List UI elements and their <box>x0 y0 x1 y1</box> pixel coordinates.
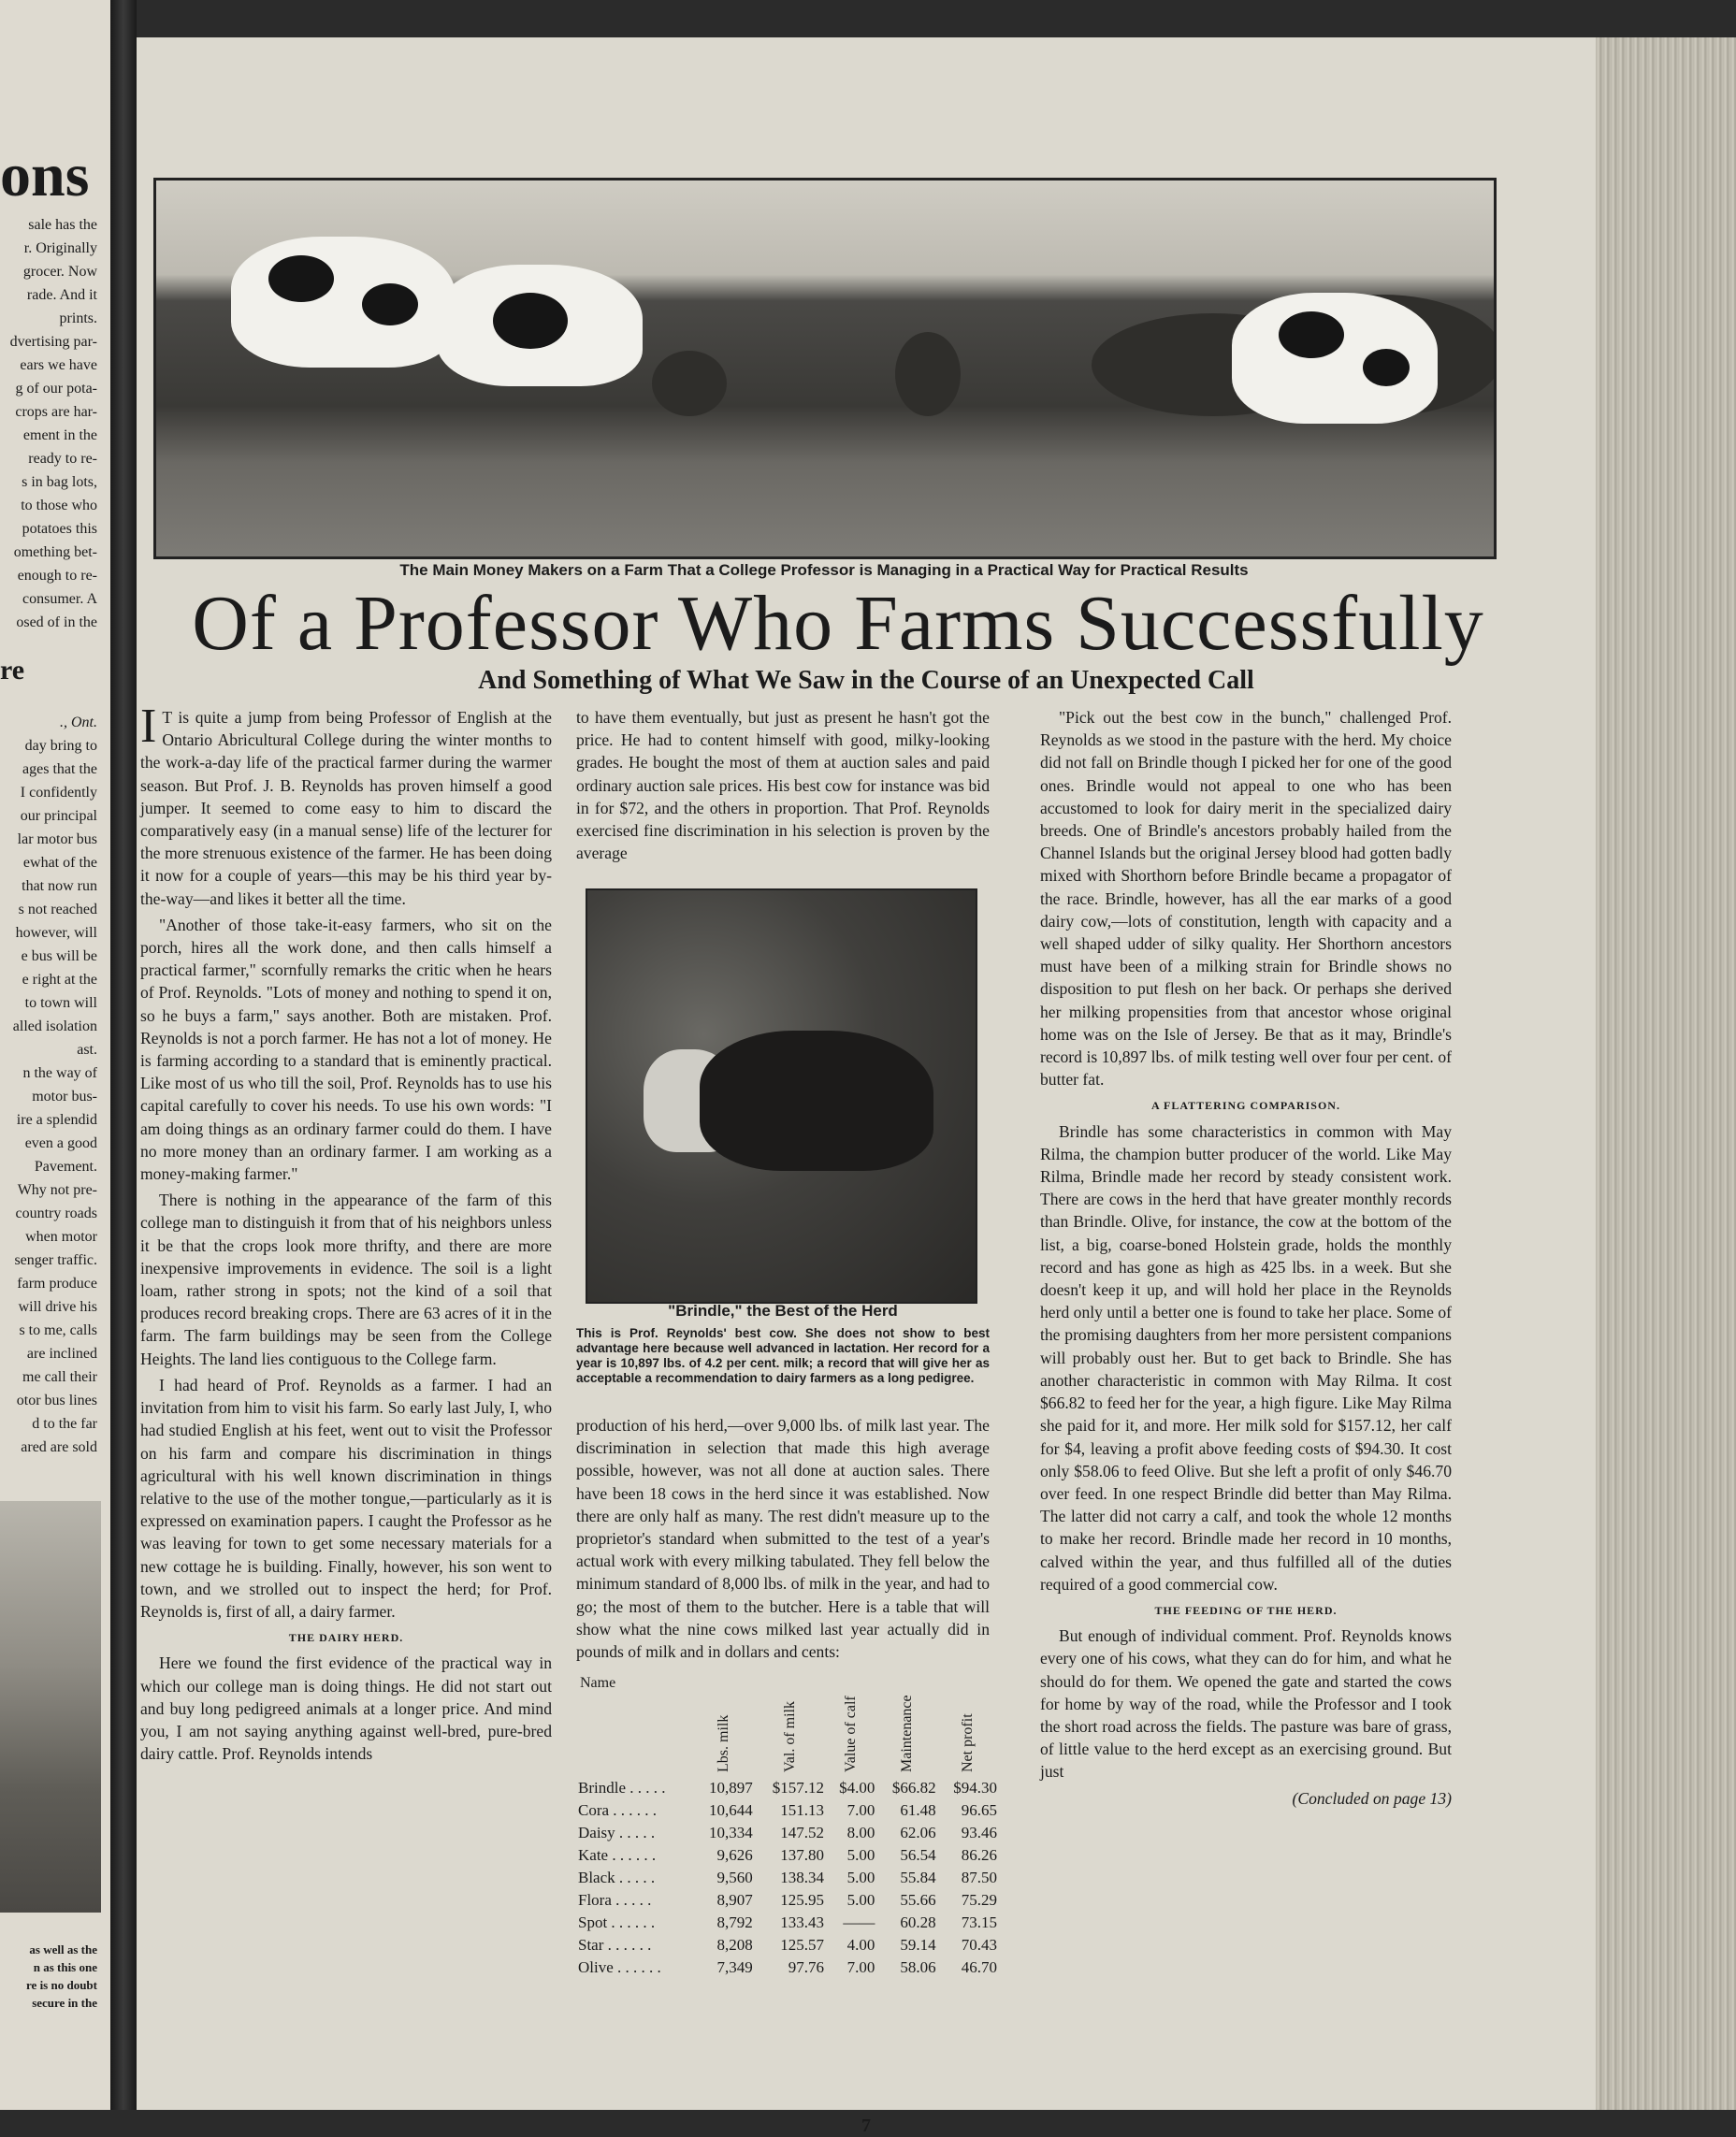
table-header-lbs-milk: Lbs. milk <box>716 1714 732 1772</box>
paragraph: Here we found the first evidence of the practical way in which our college man is doing things. He did not start out and buy long pedigreed animals at a longer price. And mind you, I am not saying anything against well-bred, pure-bred dairy cattle. Prof. Reynolds intends <box>140 1653 552 1764</box>
facing-page-text-line: to those who <box>21 498 97 513</box>
table-row <box>576 1777 999 1799</box>
table-cell: 70.43 <box>961 1936 997 1954</box>
facing-page-text-line: to town will <box>24 995 97 1011</box>
table-cell: 55.66 <box>900 1891 936 1909</box>
table-cell: Star . . . . . . <box>578 1936 652 1954</box>
table-cell: 46.70 <box>961 1958 997 1976</box>
table-cell: 86.26 <box>961 1846 997 1864</box>
facing-page-text-line: Pavement. <box>34 1159 97 1175</box>
table-cell: 60.28 <box>900 1913 936 1931</box>
facing-page-text-line: rade. And it <box>26 287 97 303</box>
table-header-value-calf: Value of calf <box>843 1696 860 1772</box>
facing-page-text-line: lar motor bus <box>17 831 97 847</box>
continuation-note: (Concluded on page 13) <box>1292 1788 1452 1808</box>
table-row <box>576 1799 999 1822</box>
table-header-value-milk: Val. of milk <box>781 1701 798 1772</box>
facing-page-caption-fragment <box>0 1941 97 2012</box>
facing-page-text-line: s in bag lots, <box>22 474 97 490</box>
facing-page-text-line: grocer. Now <box>22 264 97 280</box>
table-row <box>576 1889 999 1912</box>
paragraph: production of his herd,—over 9,000 lbs. of milk last year. The discrimination in selection that made this high average possible, however, was not all done at auction sales. There have been 18 cows in the herd since it was established. Now there are only half as many. The rest didn't measure up to the proprietor's standard when submitted to the test of a year's actual work with every milking tabulated. They fell below the minimum standard of 8,000 lbs. of milk in the year, and had to go; the most of them to the butcher. Here is a table that will show what the nine cows milked last year actually did in pounds of milk and in dollars and cents: <box>576 1416 990 1662</box>
paragraph: I T is quite a jump from being Professor of English at the Ontario Abricultural College during the winter months to the work-a-day life of the practical farmer during the warmer season. But Prof. J. B. Reynolds has proven himself a good jumper. It seemed to come easy to him to discard the comparatively easy (in a manual sense) life of the lecturer for the more strenuous existence of the farmer. He has been doing it now for a couple of years—this may be his third year by-the-way—and likes it better all the time. <box>140 700 552 908</box>
table-cell: 10,644 <box>709 1801 753 1819</box>
cow-spot <box>493 293 568 349</box>
facing-page-text-line: consumer. A <box>22 591 97 607</box>
facing-page-text-line: r. Originally <box>23 240 97 256</box>
article-headline: Of a Professor Who Farms Successfully <box>192 580 1484 667</box>
table-cell: 8,792 <box>716 1913 753 1931</box>
cow-figure <box>437 265 643 386</box>
facing-page-text-line: re is no doubt <box>26 1978 97 1992</box>
facing-page-text-line: farm produce <box>17 1276 97 1292</box>
section-heading: THE DAIRY HERD. <box>288 1631 404 1645</box>
table-cell: 147.52 <box>780 1824 824 1841</box>
facing-page-text-line: ared are sold <box>21 1439 97 1455</box>
table-cell: 151.13 <box>780 1801 824 1819</box>
facing-page-text-line: as well as the <box>29 1942 97 1957</box>
facing-page-text-line: e right at the <box>22 972 97 988</box>
table-cell: Cora . . . . . . <box>578 1801 658 1819</box>
table-row <box>576 1867 999 1889</box>
article-column-2-top <box>576 706 990 868</box>
table-cell: 137.80 <box>780 1846 824 1864</box>
facing-page-text-line: ears we have <box>20 357 97 373</box>
table-cell: 87.50 <box>961 1869 997 1886</box>
brindle-cow-photo <box>586 888 977 1304</box>
table-cell: 4.00 <box>846 1936 875 1954</box>
facing-page-text-line: osed of in the <box>16 614 97 630</box>
paragraph: to have them eventually, but just as present he hasn't got the price. He had to content himself with good, milky-looking grades. He bought the most of them at auction sales and paid ordinary auction sale prices. His best cow for instance was bid in for $72, and the others in proportion. That Prof. Reynolds exercised fine discrimination in his selection is proven by the average <box>576 708 990 863</box>
table-cell: 7.00 <box>846 1958 875 1976</box>
facing-page-text-line: however, will <box>15 925 97 941</box>
article-column-3 <box>1040 706 1452 1813</box>
tree-silhouette <box>895 332 961 416</box>
table-cell: 125.95 <box>780 1891 824 1909</box>
facing-page-text-line: dvertising par- <box>9 334 97 350</box>
facing-page-title: ons <box>0 141 90 209</box>
table-cell: $157.12 <box>772 1779 824 1797</box>
paragraph: There is nothing in the appearance of the farm of this college man to distinguish it from that of his neighbors unless it be that the crops look more thrifty, and there are more inexpensive improvements in evidence. The soil is a light loam, rather strong in spots; not the kind of a soil that produces record breaking crops. There are 63 acres of it in the farm. The farm buildings may be seen from the College Heights. The land lies contiguous to the College farm. <box>140 1191 552 1368</box>
facing-page-text-line: secure in the <box>32 1996 97 2010</box>
facing-page-text-line: me call their <box>22 1369 97 1385</box>
table-cell: 93.46 <box>961 1824 997 1841</box>
facing-page-text-line: enough to re- <box>17 568 97 584</box>
facing-page-text-line: when motor <box>25 1229 97 1245</box>
top-photo-caption: The Main Money Makers on a Farm That a College Professor is Managing in a Practical Way for Practical Results <box>399 561 1249 579</box>
table-cell: 97.76 <box>788 1958 824 1976</box>
facing-page-text-line: otor bus lines <box>16 1393 97 1408</box>
table-cell: 96.65 <box>961 1801 997 1819</box>
brindle-photo-caption-title: "Brindle," the Best of the Herd <box>668 1302 898 1320</box>
facing-page-fragment <box>0 0 110 2110</box>
facing-page-text-line: motor bus- <box>32 1089 97 1105</box>
paragraph: "Pick out the best cow in the bunch," challenged Prof. Reynolds as we stood in the pasture with the herd. My choice did not fall on Brindle though I picked her for one of the good ones. Brindle would not appeal to one who has been accustomed to look for dairy merit in the specialized dairy breeds. One of Brindle's ancestors probably hailed from the Channel Islands but the original Jersey blood had gotten badly mixed with Shorthorn before Brindle became a propagator of the race. Brindle, however, has all the ear marks of a good dairy cow,—lots of constitution, length with capacity and a well shaped udder of silky quality. Her Shorthorn ancestors must have been of a milking strain for Brindle shows no disposition to put flesh on her back. Or perhaps she derived her milking propensities from that ancestor whose original home was on the Isle of Jersey. Be that as it may, Brindle's record is 10,897 lbs. of milk testing well over four per cent. of butter fat. <box>1040 708 1452 1090</box>
table-cell: 10,897 <box>709 1779 753 1797</box>
paragraph: I had heard of Prof. Reynolds as a farmer. I had an invitation from him to visit his farm. So early last July, I, who had studied English at his feet, went out to visit the Professor on his farm and compare his discrimination in things agricultural with his well known discrimination in things relative to the use of the mother tongue,—particularly as it is expressed on examination papers. I caught the Professor as he was leaving for town to get some necessary materials for a new cottage he is building. Finally, however, his son went to town, and we strolled out to inspect the herd; for Prof. Reynolds is, first of all, a dairy farmer. <box>140 1375 552 1621</box>
facing-page-text-line: g of our pota- <box>15 381 97 397</box>
cow-spot <box>1363 349 1410 386</box>
facing-page-text-line: ages that the <box>22 761 97 777</box>
facing-page-text-line: prints. <box>59 310 97 326</box>
facing-page-text-line: our principal <box>20 808 97 824</box>
table-row <box>576 1912 999 1934</box>
magazine-page <box>137 37 1596 2136</box>
table-cell: 58.06 <box>900 1958 936 1976</box>
table-cell: Olive . . . . . . <box>578 1958 661 1976</box>
table-header-name: Name <box>580 1675 616 1691</box>
table-cell: 9,560 <box>716 1869 753 1886</box>
article-subheadline: And Something of What We Saw in the Course of an Unexpected Call <box>478 666 1254 695</box>
facing-page-text-line: d to the far <box>32 1416 97 1432</box>
table-cell: $4.00 <box>839 1779 875 1797</box>
facing-page-text-line: alled isolation <box>12 1018 97 1034</box>
section-heading: THE FEEDING OF THE HERD. <box>1154 1603 1338 1617</box>
table-row <box>576 1844 999 1867</box>
table-cell: 73.15 <box>961 1913 997 1931</box>
herd-records-table <box>576 1590 999 1979</box>
table-cell: 56.54 <box>900 1846 936 1864</box>
drop-cap: I <box>140 700 157 753</box>
table-cell: 5.00 <box>846 1846 875 1864</box>
facing-page-text-line: ire a splendid <box>16 1112 97 1128</box>
facing-page-text-line: s to me, calls <box>19 1322 97 1338</box>
table-header-net-profit: Net profit <box>960 1713 976 1772</box>
paragraph: Brindle has some characteristics in common with May Rilma, the champion butter producer of the world. Like May Rilma, Brindle made her record by steady consistent work. There are cows in the herd that have greater monthly records than Brindle. Olive, for instance, the cow at the bottom of the list, a big, coarse-boned Holstein grade, holds the monthly record and has gone as high as 425 lbs. in a week. But she doesn't keep it up, and will hold her place in the Reynolds herd only until a better one is found to take her place. Some of the promising daughters from her more persistent companions will probably oust her. But to get back to Brindle. She has another characteristic in common with May Rilma. It cost $66.82 to feed her for the year, a high figure. Like May Rilma she paid for it, and more. Her milk sold for $157.12, her calf for $4, leaving a profit above feeding costs of $94.30. It cost only $58.06 to feed Olive. But she left a profit of only $46.70 over feed. In one respect Brindle did better than May Rilma. The latter did not carry a calf, and took the whole 12 months to make her record. Brindle made her record in 10 months, calved within the year, and thus fulfilled all of the duties required of a good commercial cow. <box>1040 1121 1452 1594</box>
table-header-maintenance: Maintenance <box>898 1695 915 1772</box>
cow-figure <box>1232 293 1438 424</box>
page-number: 7 <box>861 2115 871 2136</box>
facing-page-text-line: are inclined <box>26 1346 97 1362</box>
facing-page-column-top <box>0 213 97 634</box>
table-cell: $94.30 <box>953 1779 997 1797</box>
facing-page-text-line: country roads <box>15 1206 97 1221</box>
tree-silhouette <box>652 351 727 416</box>
paragraph: "Another of those take-it-easy farmers, who sit on the porch, hires all the work done, and then calls himself a practical farmer," scornfully remarks the critic when he hears of Prof. Reynolds. "Lots of money and nothing to spend it on, so he buys a farm," says another. Both are mistaken. Prof. Reynolds is not a porch farmer. He has not a lot of money. He is farming according to a standard that is eminently practical. Like most of us who till the soil, Prof. Reynolds has to use his capital carefully to cover his needs. To use his own words: "I am doing things as an ordinary farmer could do them. I have no more money than an ordinary farmer. I am working as a money-making farmer." <box>140 915 552 1184</box>
table-cell: 138.34 <box>780 1869 824 1886</box>
brindle-photo-caption-body: This is Prof. Reynolds' best cow. She does not show to best advantage here because well advanced in lactation. Her record for a year is 10,897 lbs. of 4.2 per cent. milk; a record that will give her as acceptable a recommendation to dairy farmers as a long pedigree. <box>576 1326 990 1385</box>
table-cell: 59.14 <box>900 1936 936 1954</box>
facing-page-text-line: sale has the <box>28 217 97 233</box>
table-row <box>576 1934 999 1957</box>
facing-page-text-line: crops are har- <box>15 404 97 420</box>
section-heading: A FLATTERING COMPARISON. <box>1151 1099 1340 1113</box>
facing-page-text-line: even a good <box>24 1135 97 1151</box>
facing-page-text-line: that now run <box>22 878 97 894</box>
cow-spot <box>268 255 334 302</box>
facing-page-text-line: omething bet- <box>13 544 97 560</box>
table-cell: Kate . . . . . . <box>578 1846 657 1864</box>
facing-page-photo <box>0 1501 101 1913</box>
table-cell: 5.00 <box>846 1891 875 1909</box>
facing-page-text-line: n as this one <box>33 1960 97 1974</box>
facing-page-text-line: will drive his <box>18 1299 97 1315</box>
facing-page-place: ., Ont. <box>60 715 97 730</box>
cow-figure <box>700 1031 933 1171</box>
cow-spot <box>1279 311 1344 358</box>
table-cell: 55.84 <box>900 1869 936 1886</box>
table-cell: 8.00 <box>846 1824 875 1841</box>
facing-page-text-line: n the way of <box>22 1065 97 1081</box>
table-cell: $66.82 <box>891 1779 936 1797</box>
facing-page-text-line: ready to re- <box>28 451 97 467</box>
facing-page-text-line: ement in the <box>22 427 97 443</box>
table-cell: 9,626 <box>716 1846 753 1864</box>
table-cell: 8,208 <box>716 1936 753 1954</box>
cow-figure <box>231 237 456 368</box>
article-column-1 <box>140 700 552 1769</box>
table-cell: Brindle . . . . . <box>578 1779 666 1797</box>
table-cell: 5.00 <box>846 1869 875 1886</box>
table-cell: Daisy . . . . . <box>578 1824 656 1841</box>
table-row <box>576 1822 999 1844</box>
book-page-edges <box>1596 37 1736 2110</box>
facing-page-text-line: Why not pre- <box>17 1182 97 1198</box>
cow-spot <box>362 283 418 325</box>
paragraph: But enough of individual comment. Prof. Reynolds knows every one of his cows, what they can do for him, and what he should do for them. We opened the gate and started the cows for home by way of the road, while the Professor and I took the short road across the fields. The pasture was bare of grass, of little value to the herd except as an exercising ground. But just <box>1040 1626 1452 1782</box>
table-cell: 61.48 <box>900 1801 936 1819</box>
facing-page-text-line: I confidently <box>20 785 97 801</box>
table-cell: 7,349 <box>716 1958 753 1976</box>
table-cell: 75.29 <box>961 1891 997 1909</box>
facing-page-text-line: e bus will be <box>21 948 97 964</box>
book-gutter <box>110 0 137 2110</box>
table-cell: 7.00 <box>846 1801 875 1819</box>
facing-page-text-line: senger traffic. <box>14 1252 97 1268</box>
facing-page-text-line: s not reached <box>18 902 97 917</box>
table-cell: 125.57 <box>780 1936 824 1954</box>
table-cell: 62.06 <box>900 1824 936 1841</box>
facing-page-text-line: ast. <box>77 1042 97 1058</box>
table-cell: 10,334 <box>709 1824 753 1841</box>
table-row <box>576 1957 999 1979</box>
table-cell: Spot . . . . . . <box>578 1913 656 1931</box>
table-cell: Flora . . . . . <box>578 1891 652 1909</box>
table-cell: 8,907 <box>716 1891 753 1909</box>
cows-pasture-photo <box>153 178 1497 559</box>
table-cell: 133.43 <box>780 1913 824 1931</box>
table-cell: —— <box>843 1913 875 1931</box>
table-cell: Black . . . . . <box>578 1869 656 1886</box>
facing-page-column-middle <box>0 711 97 1459</box>
table-header-row <box>576 1590 999 1777</box>
facing-page-subhead: re <box>0 655 25 686</box>
facing-page-text-line: ewhat of the <box>22 855 97 871</box>
facing-page-text-line: day bring to <box>24 738 97 754</box>
facing-page-text-line: potatoes this <box>22 521 97 537</box>
